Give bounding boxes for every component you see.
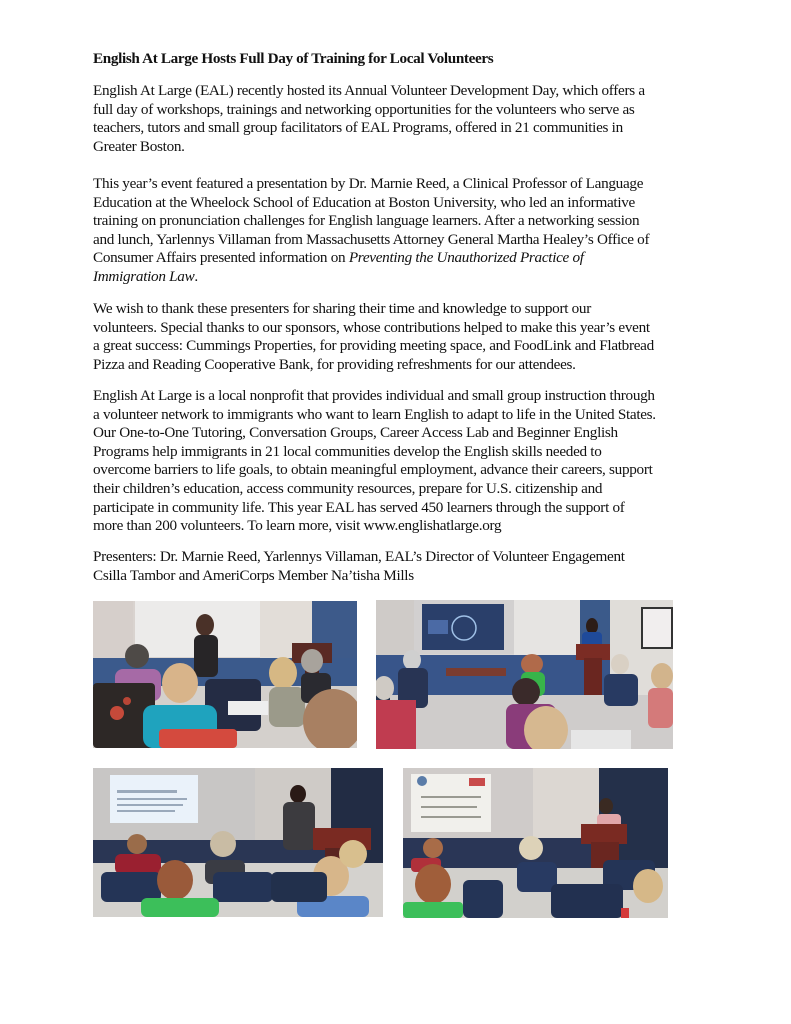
- presentation-title-cont: Immigration Law: [93, 267, 195, 285]
- classroom-photo: [93, 601, 357, 748]
- text-line: English At Large (EAL) recently hosted its Annual Volunteer Development Day, which offers a: [93, 82, 645, 99]
- event-photo-4: [403, 768, 668, 918]
- presenters-paragraph: [93, 548, 705, 585]
- text-line: a great success: Cummings Properties, for providing meeting space, and FoodLink and Flatbread: [93, 337, 654, 355]
- text-line: Our One-to-One Tutoring, Conversation Groups, Career Access Lab and Beginner English: [93, 424, 618, 442]
- event-photo-2: [376, 600, 673, 749]
- event-paragraph: [93, 175, 705, 287]
- thanks-paragraph: [93, 300, 705, 374]
- text-line: Csilla Tambor and AmeriCorps Member Na’tisha Mills: [93, 566, 414, 584]
- text-line: This year’s event featured a presentation by Dr. Marnie Reed, a Clinical Professor of Language: [93, 175, 644, 192]
- text-line: and lunch, Yarlennys Villaman from Massachusetts Attorney General Martha Healey’s Office of: [93, 230, 650, 248]
- text-line: full day of workshops, trainings and networking opportunities for the volunteers who serve as: [93, 100, 635, 118]
- text-line: Greater Boston.: [93, 137, 185, 155]
- text-line: a volunteer network to immigrants who want to learn English to adapt to life in the United States.: [93, 405, 656, 423]
- text-segment: Consumer Affairs presented information on: [93, 249, 349, 267]
- text-line: Presenters: Dr. Marnie Reed, Yarlennys Villaman, EAL’s Director of Volunteer Engagement: [93, 548, 625, 565]
- text-line: [93, 249, 705, 268]
- text-line: We wish to thank these presenters for sharing their time and knowledge to support our: [93, 300, 591, 317]
- text-line: teachers, tutors and small group facilitators of EAL Programs, offered in 21 communities in: [93, 119, 623, 137]
- event-photo-3: [93, 768, 383, 917]
- text-line: participate in community life. This year EAL has served 450 learners through the support of: [93, 498, 625, 516]
- event-photo-1: [93, 601, 357, 748]
- text-line: overcome barriers to life goals, to obtain meaningful employment, advance their careers, support: [93, 461, 653, 479]
- text-line: English At Large is a local nonprofit that provides individual and small group instruction through: [93, 387, 655, 404]
- classroom-photo: [93, 768, 383, 917]
- classroom-photo: [376, 600, 673, 749]
- text-line: more than 200 volunteers. To learn more, visit www.englishatlarge.org: [93, 517, 502, 535]
- classroom-photo: [403, 768, 668, 918]
- text-line: Programs help immigrants in 21 local communities develop the English skills needed to: [93, 442, 602, 460]
- text-line: volunteers. Special thanks to our sponsors, whose contributions helped to make this year’s event: [93, 318, 650, 336]
- text-line: Education at the Wheelock School of Education at Boston University, who led an informative: [93, 193, 635, 211]
- text-line: training on pronunciation challenges for English language learners. After a networking session: [93, 212, 640, 230]
- article-title: English At Large Hosts Full Day of Training for Local Volunteers: [93, 50, 494, 67]
- text-line: [93, 268, 705, 287]
- about-paragraph: [93, 387, 705, 536]
- presentation-title: Preventing the Unauthorized Practice of: [348, 249, 584, 267]
- text-segment: .: [194, 267, 198, 285]
- text-line: Pizza and Reading Cooperative Bank, for providing refreshments for our attendees.: [93, 355, 576, 373]
- text-line: their children’s education, access community resources, prepare for U.S. citizenship and: [93, 479, 603, 497]
- intro-paragraph: [93, 82, 705, 156]
